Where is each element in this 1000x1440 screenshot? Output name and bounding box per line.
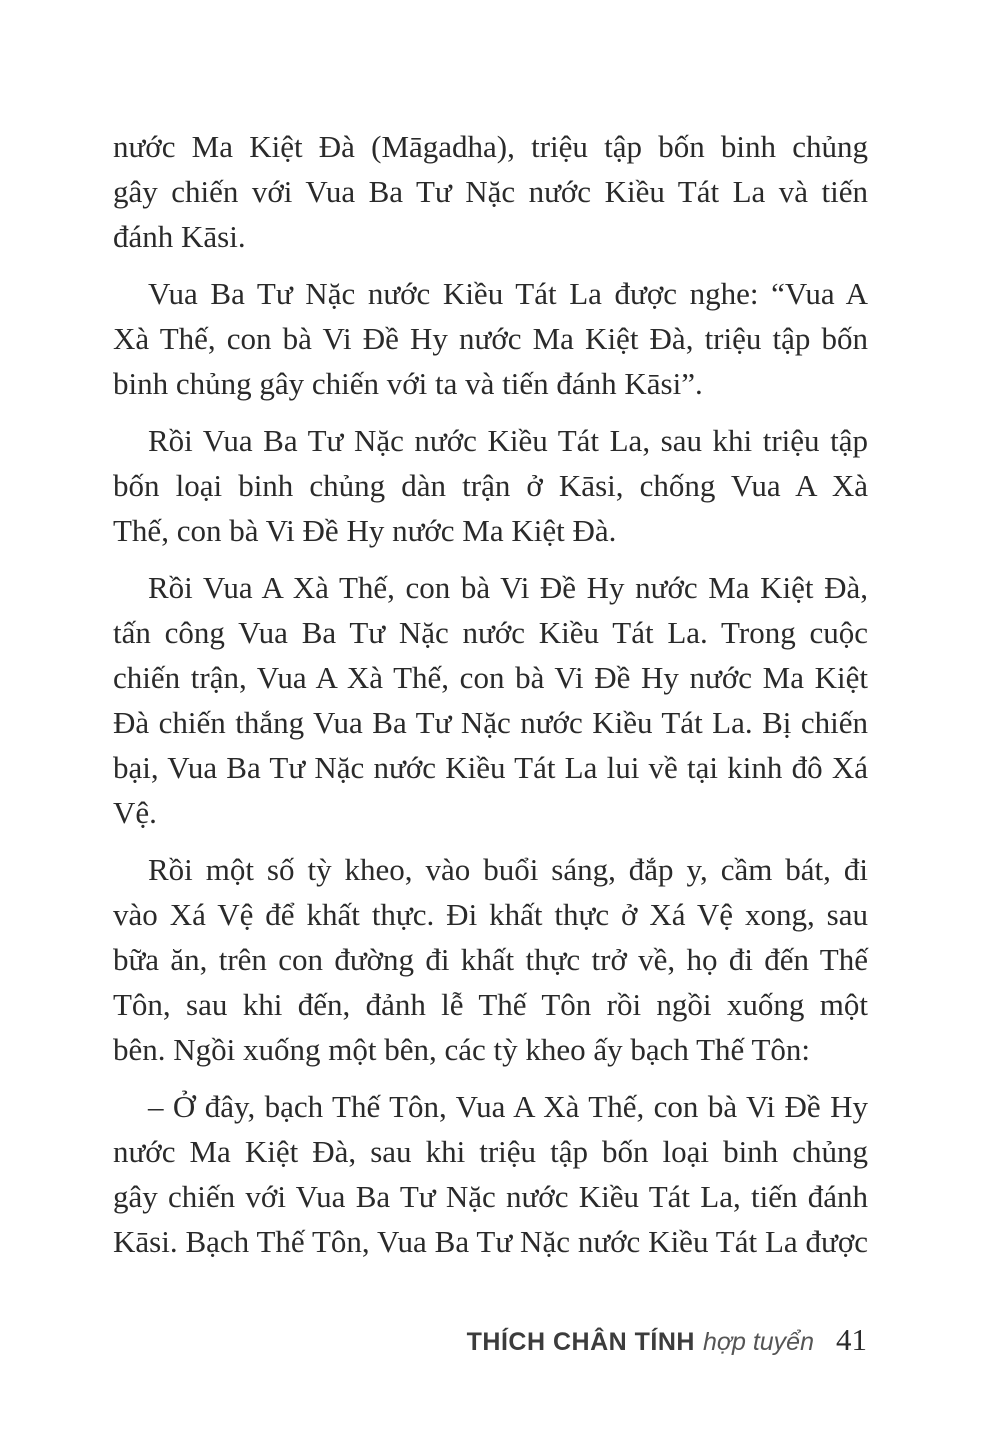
- text-line: bốn loại binh chủng dàn trận ở Kāsi, chống Vua A Xà: [113, 468, 868, 503]
- text-line: tấn công Vua Ba Tư Nặc nước Kiều Tát La. Trong cuộc: [113, 615, 868, 650]
- body-text: [113, 124, 868, 1276]
- page-footer: [467, 1322, 867, 1358]
- text-line: Kāsi. Bạch Thế Tôn, Vua Ba Tư Nặc nước Kiều Tát La được: [113, 1224, 868, 1259]
- text-line: Vua Ba Tư Nặc nước Kiều Tát La được nghe: “Vua A: [148, 276, 868, 311]
- text-line: gây chiến với Vua Ba Tư Nặc nước Kiều Tát La, tiến đánh: [113, 1179, 868, 1214]
- text-line: Rồi Vua A Xà Thế, con bà Vi Đề Hy nước Ma Kiệt Đà,: [148, 570, 868, 605]
- paragraph-6: [113, 1084, 868, 1264]
- text-line: Đà chiến thắng Vua Ba Tư Nặc nước Kiều Tát La. Bị chiến: [113, 705, 868, 740]
- text-line: nước Ma Kiệt Đà (Māgadha), triệu tập bốn binh chủng: [113, 129, 868, 164]
- text-line: bại, Vua Ba Tư Nặc nước Kiều Tát La lui về tại kinh đô Xá: [113, 750, 868, 785]
- text-line: gây chiến với Vua Ba Tư Nặc nước Kiều Tát La và tiến: [113, 174, 868, 209]
- paragraph-4: [113, 565, 868, 835]
- text-line: Tôn, sau khi đến, đảnh lễ Thế Tôn rồi ngồi xuống một: [113, 987, 868, 1022]
- paragraph-2: [113, 271, 868, 406]
- footer-author: THÍCH CHÂN TÍNH: [466, 1328, 695, 1356]
- text-line: vào Xá Vệ để khất thực. Đi khất thực ở Xá Vệ xong, sau: [113, 897, 868, 932]
- text-line: Rồi Vua Ba Tư Nặc nước Kiều Tát La, sau khi triệu tập: [148, 423, 868, 458]
- paragraph-3: [113, 418, 868, 553]
- paragraph-5: [113, 847, 868, 1072]
- paragraph-1: [113, 124, 868, 259]
- text-line: binh chủng gây chiến với ta và tiến đánh Kāsi”.: [113, 366, 703, 401]
- text-line: bữa ăn, trên con đường đi khất thực trở về, họ đi đến Thế: [113, 942, 868, 977]
- text-line: – Ở đây, bạch Thế Tôn, Vua A Xà Thế, con bà Vi Đề Hy: [148, 1089, 868, 1124]
- text-line: Xà Thế, con bà Vi Đề Hy nước Ma Kiệt Đà, triệu tập bốn: [113, 321, 868, 356]
- text-line: Rồi một số tỳ kheo, vào buổi sáng, đắp y, cầm bát, đi: [148, 852, 868, 887]
- text-line: đánh Kāsi.: [113, 219, 246, 254]
- text-line: chiến trận, Vua A Xà Thế, con bà Vi Đề Hy nước Ma Kiệt: [113, 660, 868, 695]
- text-line: Vệ.: [113, 795, 157, 830]
- page-number: 41: [836, 1322, 867, 1357]
- text-line: bên. Ngồi xuống một bên, các tỳ kheo ấy bạch Thế Tôn:: [113, 1032, 811, 1067]
- text-line: nước Ma Kiệt Đà, sau khi triệu tập bốn loại binh chủng: [113, 1134, 868, 1169]
- text-line: Thế, con bà Vi Đề Hy nước Ma Kiệt Đà.: [113, 513, 617, 548]
- footer-subtitle: hợp tuyển: [702, 1328, 814, 1356]
